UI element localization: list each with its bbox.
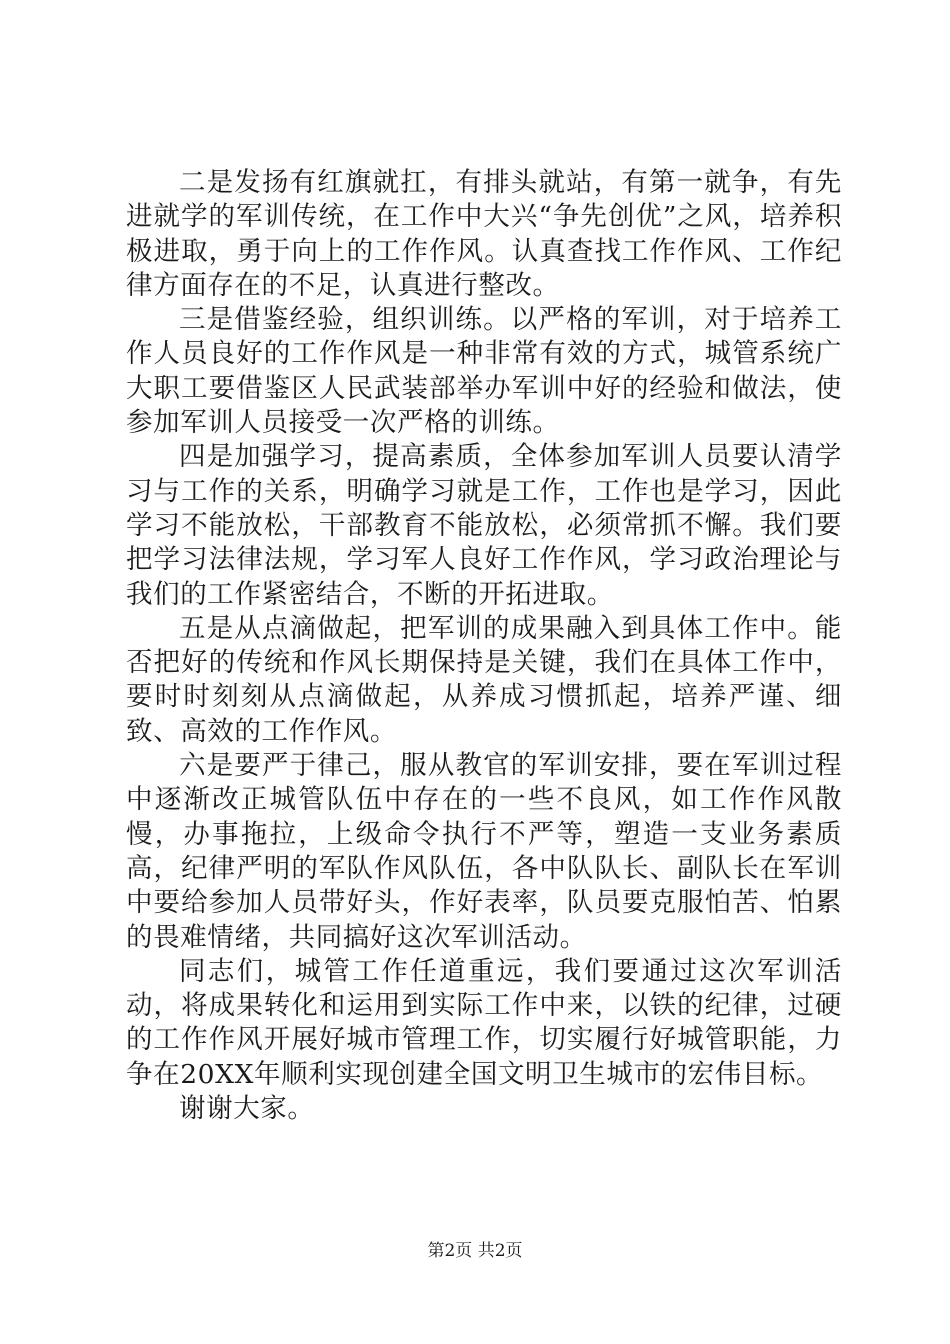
paragraph-point-two: 二是发扬有红旗就扛，有排头就站，有第一就争，有先进就学的军训传统，在工作中大兴“争先创优”之风，培养积极进取，勇于向上的工作作风。认真查找工作作风、工作纪律方面存在的不足，认真进行整改。 bbox=[126, 167, 842, 301]
paragraph-thanks: 谢谢大家。 bbox=[179, 1093, 315, 1125]
document-body bbox=[126, 166, 842, 1126]
page-number-footer bbox=[0, 1240, 950, 1262]
paragraph-point-six: 六是要严于律己，服从教官的军训安排，要在军训过程中逐渐改正城管队伍中存在的一些不良风，如工作作风散慢，办事拖拉，上级命令执行不严等，塑造一支业务素质高，纪律严明的军队作风队伍，各中队队长、副队长在军训中要给参加人员带好头，作好表率，队员要克服怕苦、怕累的畏难情绪，共同搞好这次军训活动。 bbox=[126, 750, 842, 953]
paragraph-point-four: 四是加强学习，提高素质，全体参加军训人员要认清学习与工作的关系，明确学习就是工作，工作也是学习，因此学习不能放松，干部教育不能放松，必须常抓不懈。我们要把学习法律法规，学习军人良好工作作风，学习政治理论与我们的工作紧密结合，不断的开拓进取。 bbox=[126, 441, 842, 610]
paragraph-point-three: 三是借鉴经验，组织训练。以严格的军训，对于培养工作人员良好的工作作风是一种非常有效的方式，城管系统广大职工要借鉴区人民武装部举办军训中好的经验和做法，使参加军训人员接受一次严格的训练。 bbox=[126, 304, 842, 439]
paragraph-conclusion: 同志们，城管工作任道重远，我们要通过这次军训活动，将成果转化和运用到实际工作中来，以铁的纪律，过硬的工作作风开展好城市管理工作，切实履行好城管职能，力争在20XX年顺利实现创建全国文明卫生城市的宏伟目标。 bbox=[126, 955, 842, 1090]
paragraph-point-five: 五是从点滴做起，把军训的成果融入到具体工作中。能否把好的传统和作风长期保持是关键，我们在具体工作中，要时时刻刻从点滴做起，从养成习惯抓起，培养严谨、细致、高效的工作作风。 bbox=[126, 612, 842, 747]
page-number-label: 第2页 共2页 bbox=[427, 1241, 523, 1261]
